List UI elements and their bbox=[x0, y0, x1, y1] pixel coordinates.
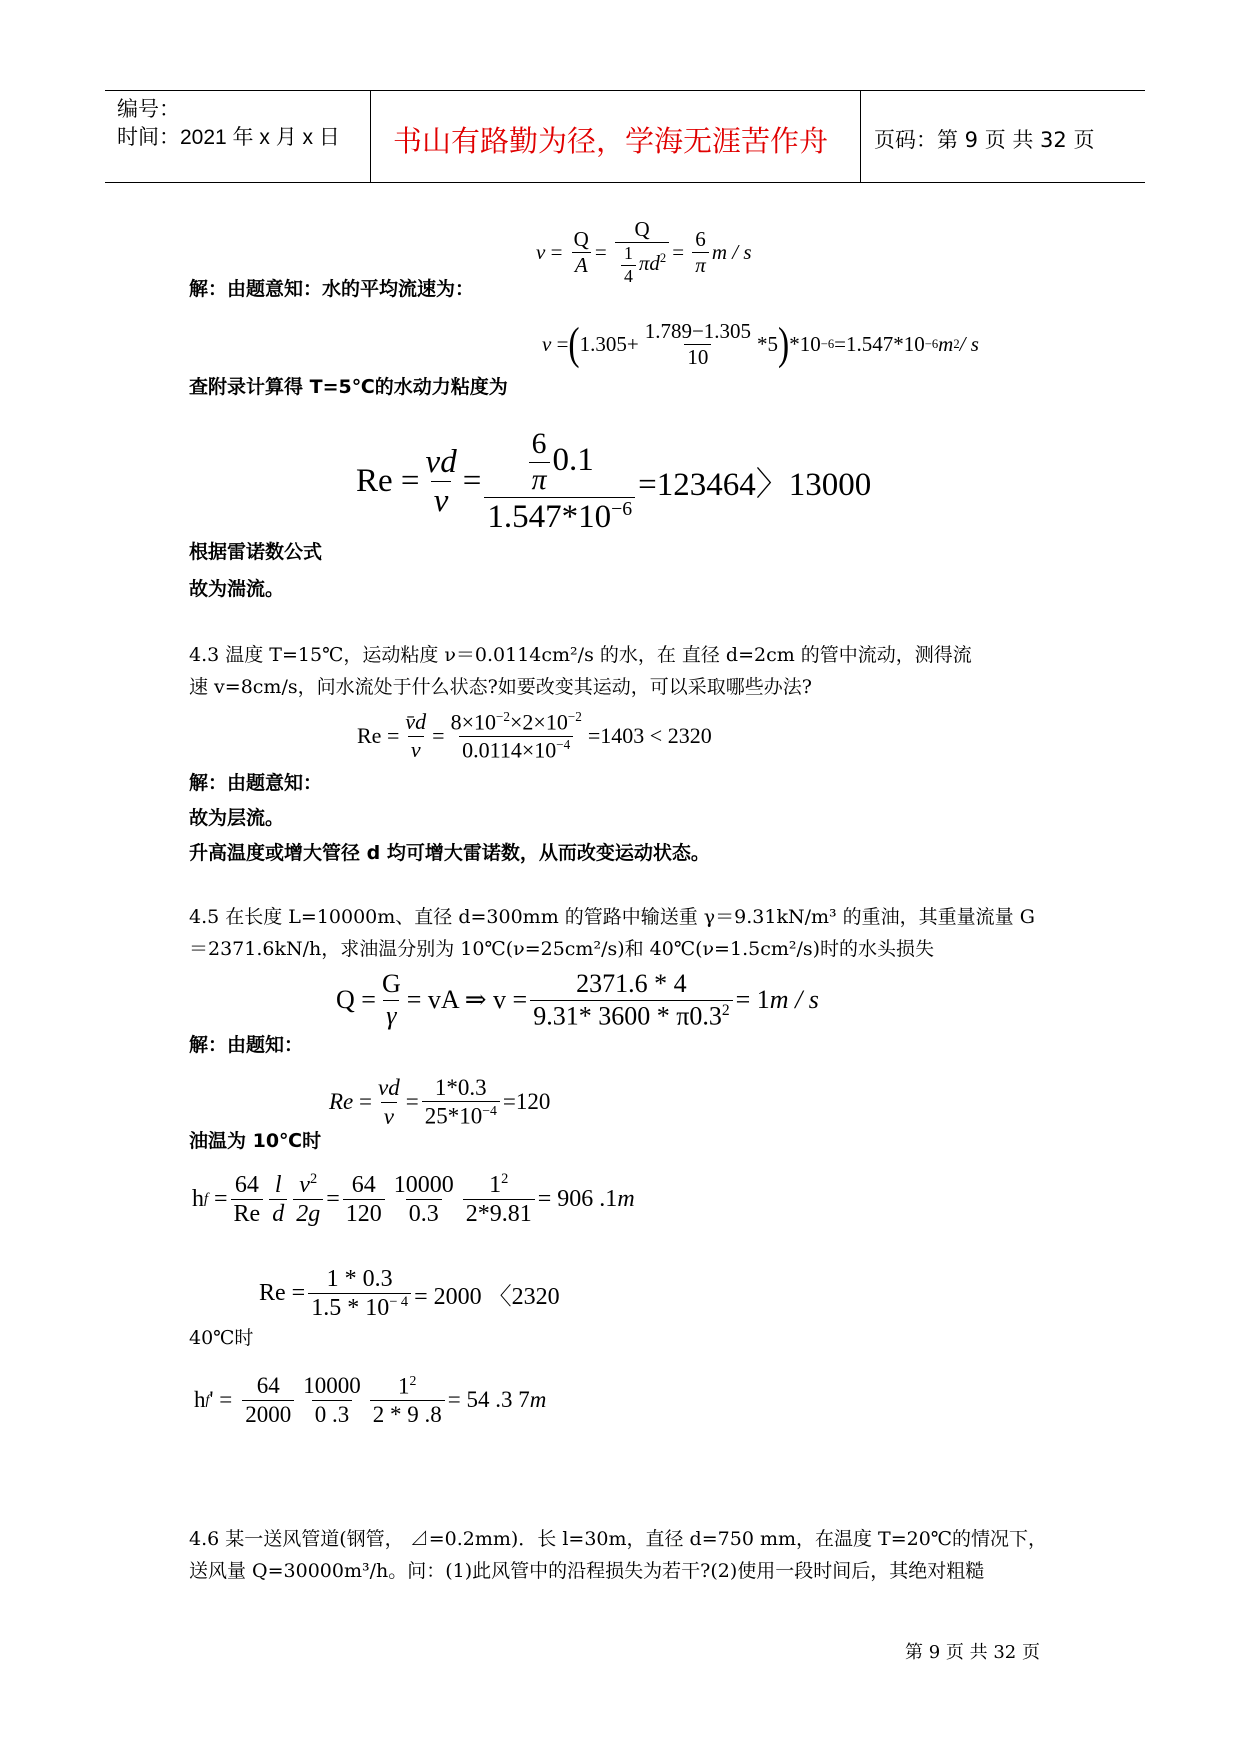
problem-4-6-line2: 送风量 Q=30000m³/h。问：(1)此风管中的沿程损失为若干?(2)使用一段时间后，其绝对粗糙 bbox=[189, 1560, 985, 1582]
problem-4-3-line2: 速 v=8cm/s，问水流处于什么状态?如要改变其运动，可以采取哪些办法? bbox=[189, 676, 812, 698]
reynolds-equation-2: Re = $\frac{v̄d}{v}$ = $\frac{8\times 10^{-2}\times 2\times 10^{-2}}{0.0114\times 10^{-4}}$ =1403 < 2320 bbox=[357, 709, 712, 762]
temp-40c-label: 40℃时 bbox=[189, 1327, 254, 1349]
header-divider-left bbox=[370, 90, 371, 183]
header-divider-right bbox=[860, 90, 861, 183]
reynolds-equation-40c: Re = $\frac{1 * 0.3}{1.5 * 10^{- 4}}$ = 2000 〈2320 bbox=[259, 1266, 560, 1322]
document-code-label: 编号： bbox=[117, 98, 180, 121]
head-loss-equation-10c: h f = $\frac{64}{Re}$ $\frac{l}{d}$ $\frac{v^2}{2g}$ = $\frac{64}{120}$ $\frac{10000}{0.3}$ $\frac{1^2}{2*9.81}$ = 906 .1 m bbox=[192, 1171, 635, 1228]
solution-label-2: 解：由题意知： bbox=[189, 772, 323, 794]
problem-4-6-line1: 4.6 某一送风管道(钢管， ⊿=0.2mm)．长 l=30m，直径 d=750 mm，在温度 T=20℃的情况下， bbox=[189, 1528, 1048, 1550]
viscosity-equation: v = ( 1.305+ $\frac{1.789-1.305}{10}$ *5 ) *10 −6 =1.547*10 −6 m 2 / s bbox=[542, 319, 979, 370]
reynolds-equation-1: Re = $\frac{vd}{v}$ = $\frac{6}{\pi}$ 0.1 $1.547*10^{-6}$ =123464〉13000 bbox=[356, 428, 872, 536]
solution-label-1: 解：由题意知：水的平均流速为： bbox=[189, 278, 475, 300]
laminar-conclusion: 故为层流。 bbox=[189, 807, 285, 829]
problem-4-5-line2: ＝2371.6kN/h，求油温分别为 10℃(ν=25cm²/s)和 40℃(ν=1.5cm²/s)时的水头损失 bbox=[189, 938, 935, 960]
solution-label-3: 解：由题知： bbox=[189, 1034, 304, 1056]
document-date-label: 时间：2021 年 x 月 x 日 bbox=[117, 126, 340, 149]
problem-4-5-line1: 4.5 在长度 L=10000m、直径 d=300mm 的管路中输送重 γ＝9.31kN/m³ 的重油，其重量流量 G bbox=[189, 906, 1035, 928]
header-bottom-rule bbox=[105, 182, 1145, 183]
problem-4-3-line1: 4.3 温度 T=15℃，运动粘度 ν＝0.0114cm²/s 的水，在 直径 d=2cm 的管中流动，测得流 bbox=[189, 644, 972, 666]
flow-velocity-equation: Q = $\frac{G}{\gamma}$ = vA ⇒ v = $\frac{2371.6 * 4}{9.31* 3600 * \pi 0.3^2}$ = 1 m / s bbox=[336, 969, 819, 1031]
footer-page-number: 第 9 页 共 32 页 bbox=[905, 1642, 1040, 1663]
method-conclusion: 升高温度或增大管径 d 均可增大雷诺数，从而改变运动状态。 bbox=[189, 842, 710, 864]
temp-10c-label: 油温为 10℃时 bbox=[189, 1130, 322, 1152]
header-page-label: 页码：第 9 页 共 32 页 bbox=[874, 128, 1095, 152]
reynolds-equation-10c: Re = $\frac{vd}{v}$ = $\frac{1*0.3}{25*10^{-4}}$ =120 bbox=[329, 1075, 551, 1129]
header-motto: 书山有路勤为径，学海无涯苦作舟 bbox=[393, 124, 829, 158]
head-loss-equation-40c: h f ' = $\frac{64}{2000}$ $\frac{10000}{0 .3}$ $\frac{1^2}{2 * 9 .8}$ = 54 .3 7 m bbox=[194, 1373, 547, 1427]
velocity-equation: v = $\frac{Q}{A}$ = Q $\frac{1}{4}$ $\pi d^2$ = $\frac{6}{\pi}$ m / s bbox=[536, 217, 752, 286]
header-top-rule bbox=[105, 90, 1145, 91]
reynolds-formula-label: 根据雷诺数公式 bbox=[189, 541, 323, 563]
lookup-label: 查附录计算得 T=5℃的水动力粘度为 bbox=[189, 376, 508, 398]
turbulent-conclusion: 故为湍流。 bbox=[189, 578, 285, 600]
